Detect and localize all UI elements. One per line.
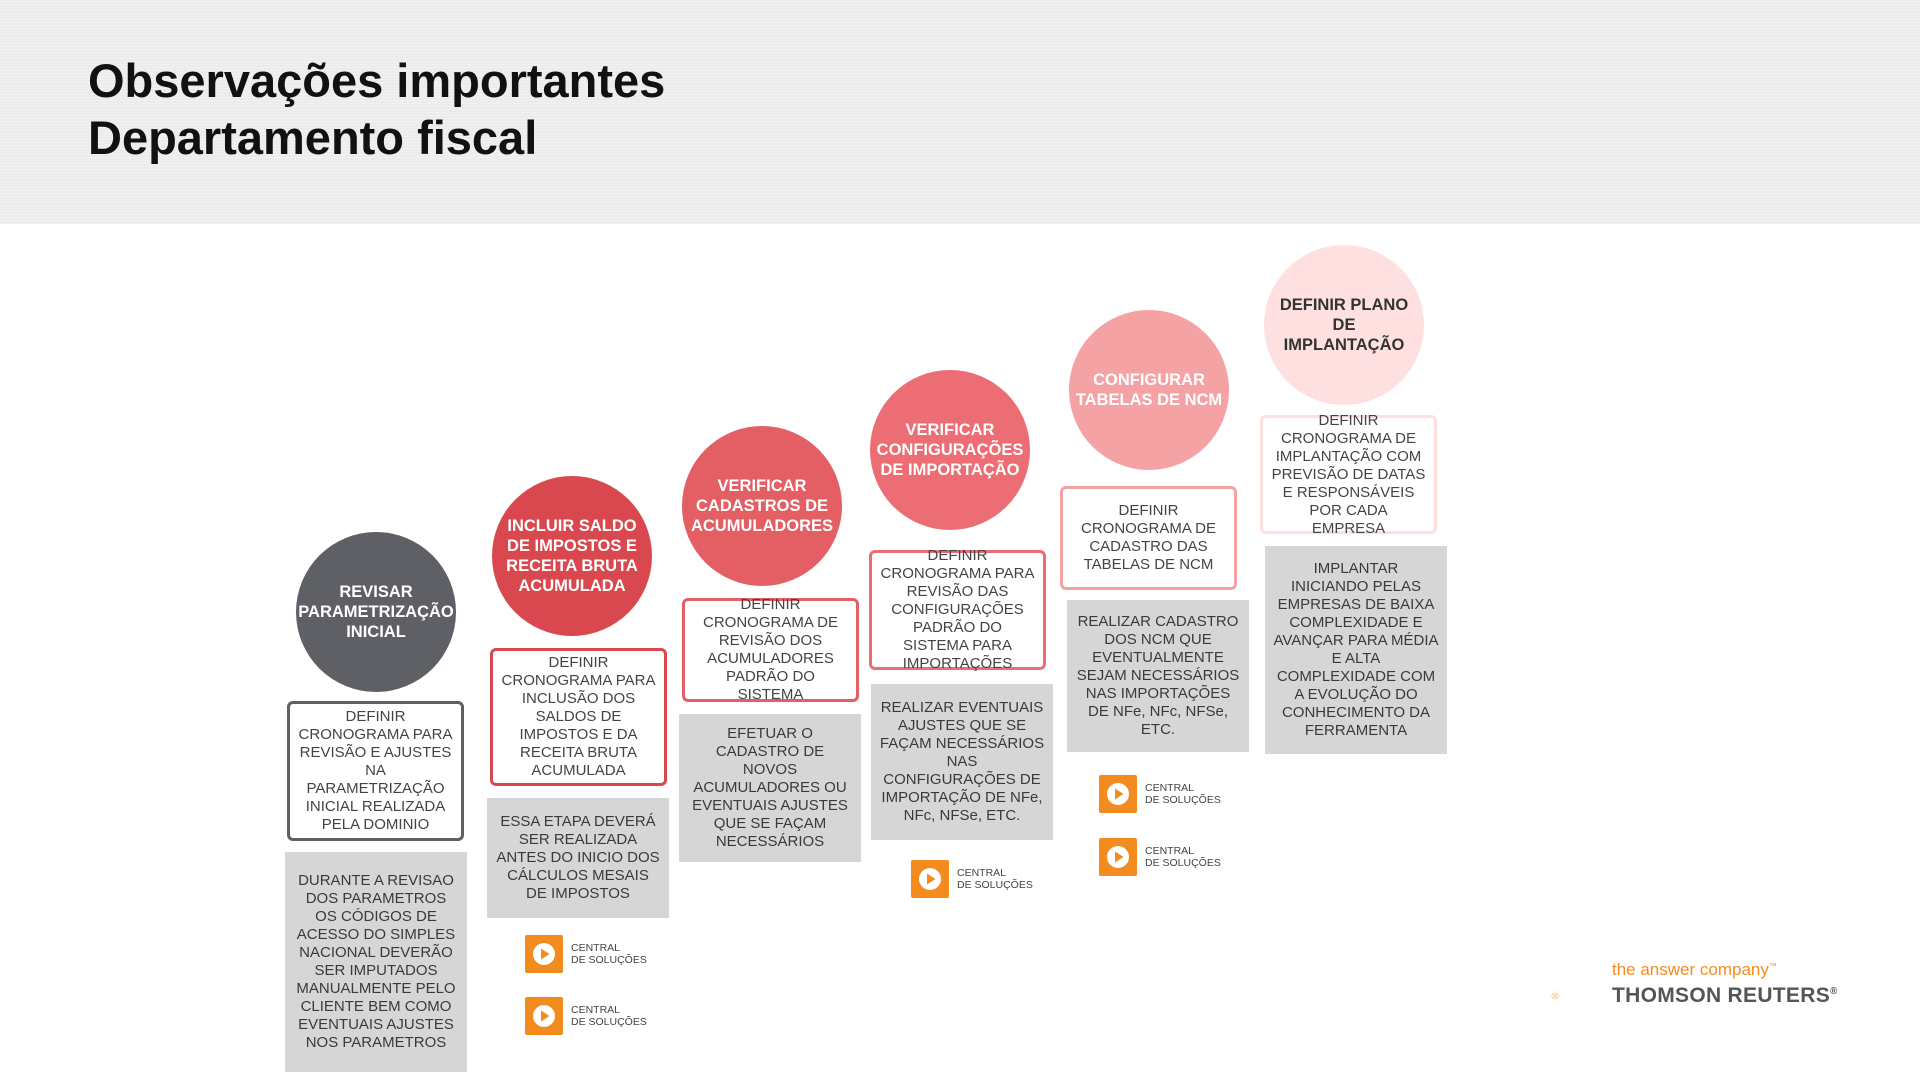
central-label-sub: DE SOLUÇÕES [1145,857,1221,869]
central-label-sub: DE SOLUÇÕES [1145,794,1221,806]
central-solucoes-link[interactable] [911,860,1033,898]
central-label: CENTRAL [571,941,621,954]
central-solucoes-link[interactable] [525,997,647,1035]
central-solucoes-link[interactable] [525,935,647,973]
step-3-circle: VERIFICAR CADASTROS DE ACUMULADORES [682,426,842,586]
step-5-box: DEFINIR CRONOGRAMA DE CADASTRO DAS TABELAS DE NCM [1060,486,1237,590]
central-label: CENTRAL [571,1003,621,1016]
central-label-sub: DE SOLUÇÕES [957,879,1033,891]
step-5-circle: CONFIGURAR TABELAS DE NCM [1069,310,1229,470]
step-1-box: DEFINIR CRONOGRAMA PARA REVISÃO E AJUSTES NA PARAMETRIZAÇÃO INICIAL REALIZADA PELA DOMINIO [287,701,464,841]
step-2-note: ESSA ETAPA DEVERÁ SER REALIZADA ANTES DO INICIO DOS CÁLCULOS MESAIS DE IMPOSTOS [487,798,669,918]
thomson-reuters-dot-logo-icon [1550,972,1610,1022]
play-icon [911,860,949,898]
play-icon [525,997,563,1035]
step-6-box: DEFINIR CRONOGRAMA DE IMPLANTAÇÃO COM PREVISÃO DE DATAS E RESPONSÁVEIS POR CADA EMPRESA [1260,415,1437,534]
brand-name-reg: ® [1830,986,1838,997]
step-5-note: REALIZAR CADASTRO DOS NCM QUE EVENTUALMENTE SEJAM NECESSÁRIOS NAS IMPORTAÇÕES DE NFe, NFc, NFSe, ETC. [1067,600,1249,752]
brand-tagline-text: the answer company [1612,960,1769,979]
step-1-note: DURANTE A REVISAO DOS PARAMETROS OS CÓDIGOS DE ACESSO DO SIMPLES NACIONAL DEVERÃO SER IMPUTADOS MANUALMENTE PELO CLIENTE BEM COMO EVENTUAIS AJUSTES NOS PARAMETROS [285,852,467,1072]
step-3-box: DEFINIR CRONOGRAMA DE REVISÃO DOS ACUMULADORES PADRÃO DO SISTEMA [682,598,859,702]
brand-tagline [1612,960,1777,980]
central-solucoes-link[interactable] [1099,775,1221,813]
play-icon [1099,775,1137,813]
central-solucoes-link[interactable] [1099,838,1221,876]
page-title [88,52,665,166]
step-2-box: DEFINIR CRONOGRAMA PARA INCLUSÃO DOS SALDOS DE IMPOSTOS E DA RECEITA BRUTA ACUMULADA [490,648,667,786]
step-6-note: IMPLANTAR INICIANDO PELAS EMPRESAS DE BAIXA COMPLEXIDADE E AVANÇAR PARA MÉDIA E ALTA COMPLEXIDADE COM A EVOLUÇÃO DO CONHECIMENTO DA FERRAMENTA [1265,546,1447,754]
step-2-circle: INCLUIR SALDO DE IMPOSTOS E RECEITA BRUTA ACUMULADA [492,476,652,636]
step-6-circle: DEFINIR PLANO DE IMPLANTAÇÃO [1264,245,1424,405]
step-4-circle: VERIFICAR CONFIGURAÇÕES DE IMPORTAÇÃO [870,370,1030,530]
central-label: CENTRAL [1145,844,1195,857]
central-label-sub: DE SOLUÇÕES [571,954,647,966]
step-1-circle: REVISAR PARAMETRIZAÇÃO INICIAL [296,532,456,692]
brand-name-text: THOMSON REUTERS [1612,984,1831,1007]
play-icon [525,935,563,973]
step-4-box: DEFINIR CRONOGRAMA PARA REVISÃO DAS CONFIGURAÇÕES PADRÃO DO SISTEMA PARA IMPORTAÇÕES [869,550,1046,670]
brand-name [1612,984,1838,1008]
step-3-note: EFETUAR O CADASTRO DE NOVOS ACUMULADORES OU EVENTUAIS AJUSTES QUE SE FAÇAM NECESSÁRIOS [679,714,861,862]
central-label-sub: DE SOLUÇÕES [571,1016,647,1028]
central-label: CENTRAL [957,866,1007,879]
page-title-line1: Observações importantes [88,54,666,107]
page-title-line2: Departamento fiscal [88,111,538,164]
play-icon [1099,838,1137,876]
brand-tagline-tm: ™ [1768,961,1777,971]
step-4-note: REALIZAR EVENTUAIS AJUSTES QUE SE FAÇAM NECESSÁRIOS NAS CONFIGURAÇÕES DE IMPORTAÇÃO DE NFe, NFc, NFSe, ETC. [871,684,1053,840]
central-label: CENTRAL [1145,781,1195,794]
